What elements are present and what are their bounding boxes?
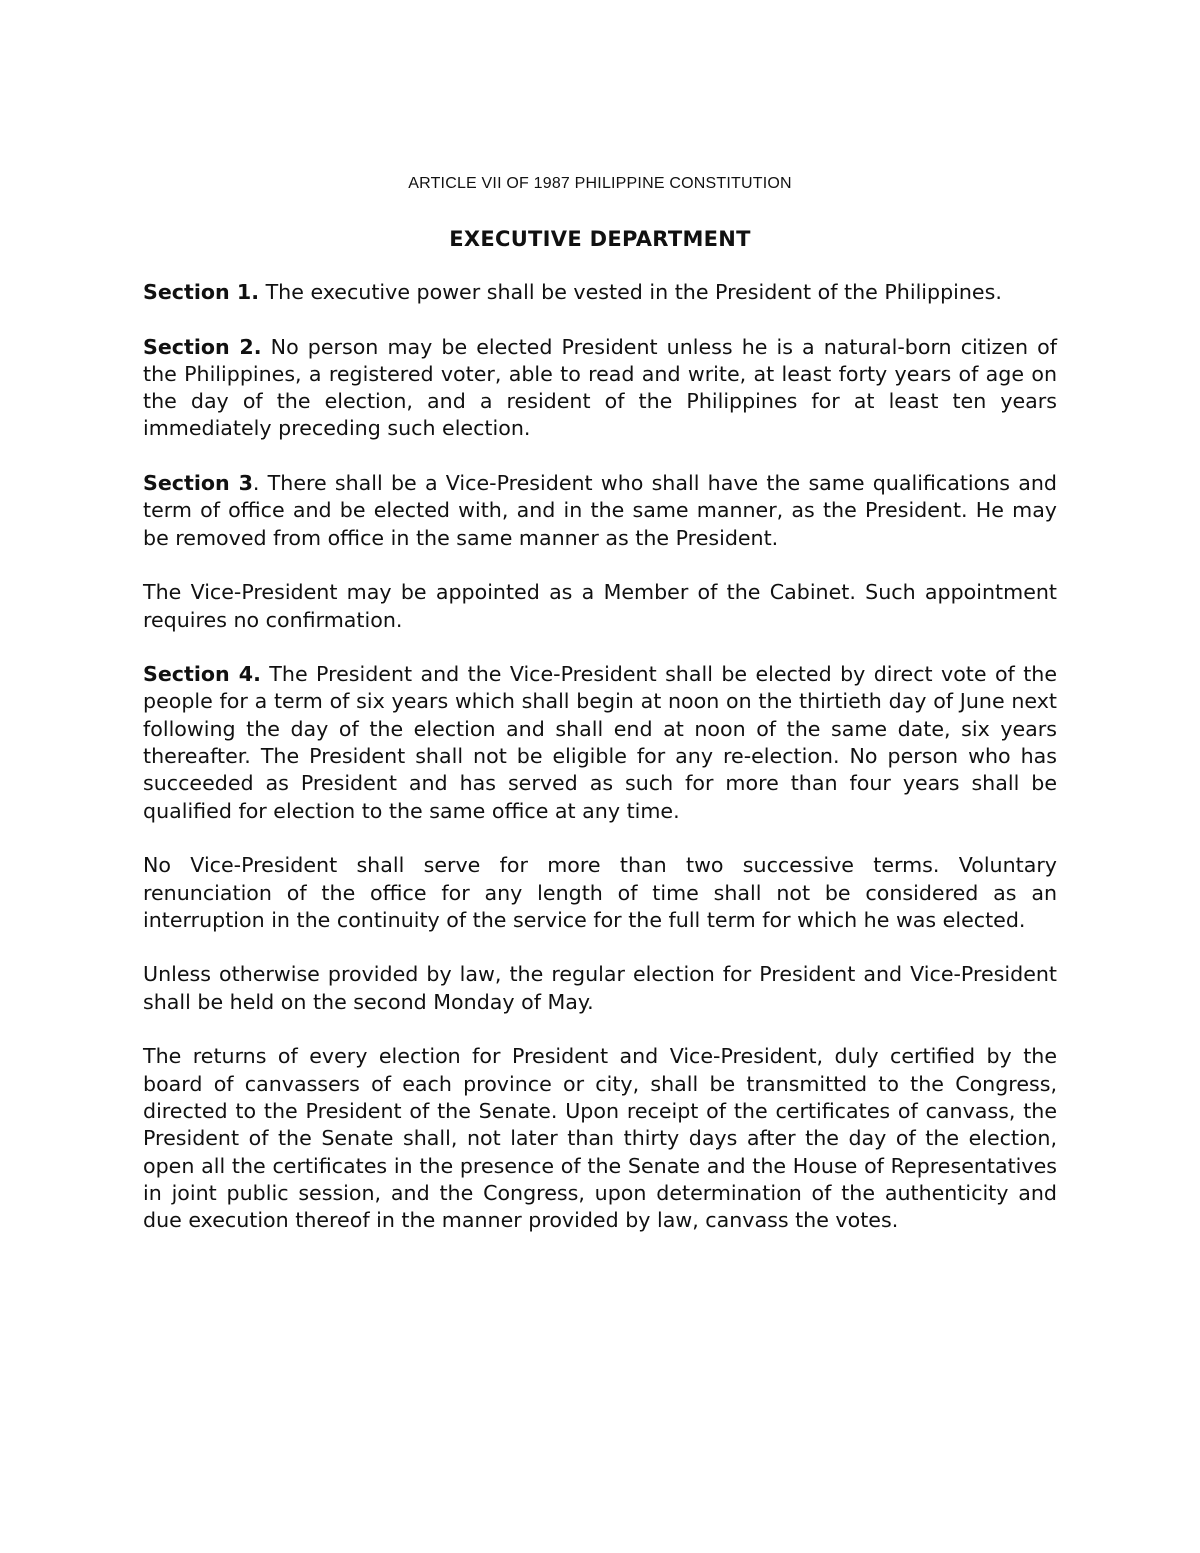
section-4-election-date-paragraph xyxy=(143,961,1057,1016)
article-title: ARTICLE VII OF 1987 PHILIPPINE CONSTITUTION xyxy=(408,175,792,192)
paragraph-text: . There shall be a Vice-President who shall have the same qualifications and term of office and be elected with, and in the same manner, as the President. He may be removed from office in the same manner as the President. xyxy=(143,471,1057,550)
paragraph-text: No person may be elected President unless he is a natural-born citizen of the Philippines, a registered voter, able to read and write, at least forty years of age on the day of the election, and a resident of the Philippines for at least ten years immediately preceding such election. xyxy=(143,334,1058,441)
section-2-paragraph xyxy=(143,334,1057,443)
section-label: Section 3 xyxy=(143,471,253,496)
paragraph-text: Unless otherwise provided by law, the regular election for President and Vice-President shall be held on the second Monday of May. xyxy=(143,962,1057,1014)
section-4-returns-canvass-paragraph xyxy=(143,1043,1057,1234)
paragraph-text: The executive power shall be vested in the President of the Philippines. xyxy=(259,280,1002,304)
paragraph-text: The Vice-President may be appointed as a Member of the Cabinet. Such appointment requires no confirmation. xyxy=(143,580,1057,632)
section-1-paragraph xyxy=(143,279,1057,306)
section-label: Section 1. xyxy=(143,280,260,304)
section-label: Section 2. xyxy=(143,334,262,359)
section-3-paragraph xyxy=(143,470,1057,552)
section-label: Section 4. xyxy=(143,662,261,687)
paragraph-text: No Vice-President shall serve for more than two successive terms. Voluntary renunciation of the office for any length of time shall not be considered as an interruption in the continuity of the service for the full term for which he was elected. xyxy=(143,853,1057,932)
section-4-vice-president-terms-paragraph xyxy=(143,852,1057,934)
section-4-paragraph xyxy=(143,661,1057,825)
paragraph-text: The returns of every election for President and Vice-President, duly certified by the board of canvassers of each province or city, shall be transmitted to the Congress, directed to the President of the Senate. Upon receipt of the certificates of canvass, the President of the Senate shall, not later than thirty days after the day of the election, open all the certificates in the presence of the Senate and the House of Representatives in joint public session, and the Congress, upon determination of the authenticity and due execution thereof in the manner provided by law, canvass the votes. xyxy=(143,1044,1057,1233)
section-3-vice-president-cabinet-paragraph xyxy=(143,579,1057,634)
paragraph-text: The President and the Vice-President shall be elected by direct vote of the people for a term of six years which shall begin at noon on the thirtieth day of June next following the day of the election and shall end at noon of the same date, six years thereafter. The President shall not be eligible for any re-election. No person who has succeeded as President and has served as such for more than four years shall be qualified for election to the same office at any time. xyxy=(143,662,1057,823)
department-title: EXECUTIVE DEPARTMENT xyxy=(449,227,751,251)
document-body xyxy=(143,279,1057,1262)
